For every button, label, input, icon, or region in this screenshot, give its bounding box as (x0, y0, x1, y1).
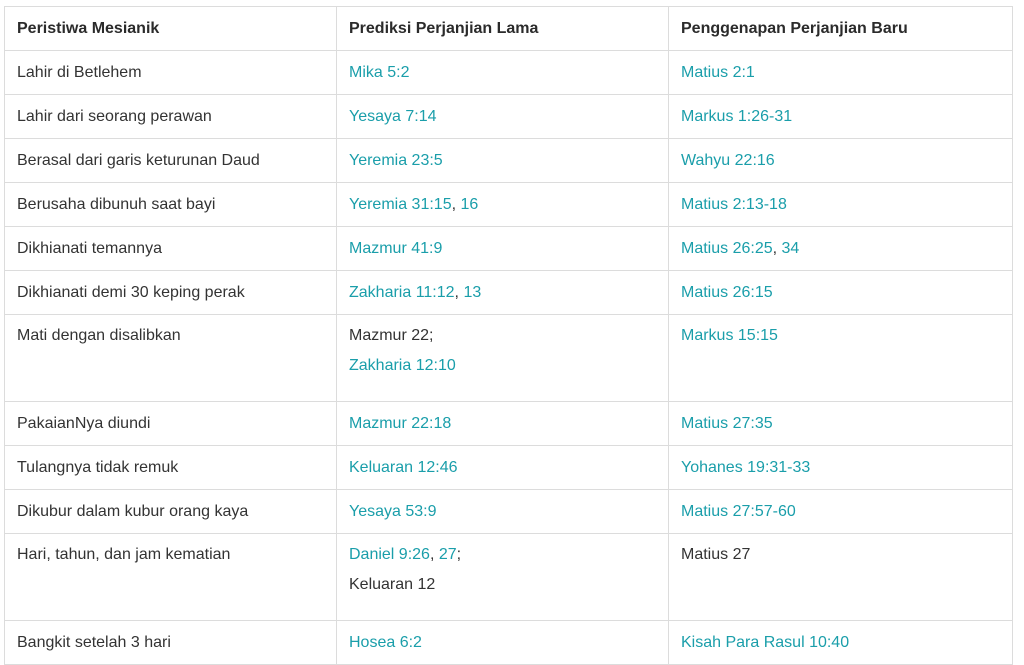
old-testament-cell (337, 51, 669, 95)
scripture-link[interactable]: Mazmur 22:18 (349, 414, 452, 432)
new-testament-cell (669, 51, 1013, 95)
old-testament-cell (337, 446, 669, 490)
new-testament-cell (669, 315, 1013, 402)
scripture-link[interactable]: Yeremia 23:5 (349, 151, 443, 169)
scripture-link[interactable]: 27 (438, 546, 457, 563)
scripture-link[interactable]: 16 (460, 195, 479, 213)
new-testament-cell (669, 227, 1013, 271)
event-cell: Berusaha dibunuh saat bayi (5, 183, 337, 227)
table-row (5, 51, 1013, 95)
old-testament-cell (337, 95, 669, 139)
event-cell: Dikhianati temannya (5, 227, 337, 271)
table-row (5, 621, 1013, 665)
reference-line (349, 321, 656, 351)
scripture-link[interactable]: 13 (463, 283, 482, 301)
new-testament-cell (669, 446, 1013, 490)
old-testament-cell (337, 183, 669, 227)
header-new-testament: Penggenapan Perjanjian Baru (669, 7, 1013, 51)
old-testament-cell (337, 227, 669, 271)
event-cell: Dikhianati demi 30 keping perak (5, 271, 337, 315)
event-cell: Tulangnya tidak remuk (5, 446, 337, 490)
scripture-reference: Keluaran 12 (349, 576, 436, 593)
prophecy-table (4, 6, 1013, 665)
old-testament-cell (337, 621, 669, 665)
event-cell: PakaianNya diundi (5, 402, 337, 446)
separator: , (454, 283, 464, 301)
separator: , (429, 546, 439, 563)
table-row (5, 446, 1013, 490)
reference-line (349, 540, 656, 570)
old-testament-cell (337, 315, 669, 402)
table-row (5, 271, 1013, 315)
separator: , (772, 239, 782, 257)
new-testament-cell (669, 621, 1013, 665)
table-row (5, 402, 1013, 446)
table-body (5, 51, 1013, 665)
scripture-link[interactable]: Zakharia 11:12 (349, 283, 455, 301)
old-testament-cell (337, 139, 669, 183)
table-header-row (5, 7, 1013, 51)
scripture-link[interactable]: Zakharia 12:10 (349, 357, 456, 374)
table-row (5, 183, 1013, 227)
table-row (5, 95, 1013, 139)
new-testament-cell (669, 402, 1013, 446)
event-cell: Lahir di Betlehem (5, 51, 337, 95)
scripture-reference: Mazmur 22; (349, 327, 434, 344)
scripture-reference: Matius 27 (681, 546, 751, 563)
event-cell: Bangkit setelah 3 hari (5, 621, 337, 665)
old-testament-cell (337, 490, 669, 534)
scripture-link[interactable]: Daniel 9:26 (349, 546, 430, 563)
table-row (5, 227, 1013, 271)
scripture-link[interactable]: Markus 15:15 (681, 327, 778, 344)
new-testament-cell (669, 271, 1013, 315)
scripture-link[interactable]: Mazmur 41:9 (349, 239, 443, 257)
scripture-link[interactable]: Markus 1:26-31 (681, 107, 793, 125)
table-row (5, 534, 1013, 621)
scripture-link[interactable]: Hosea 6:2 (349, 633, 422, 651)
event-cell: Lahir dari seorang perawan (5, 95, 337, 139)
scripture-link[interactable]: Matius 2:13-18 (681, 195, 787, 213)
old-testament-cell (337, 402, 669, 446)
new-testament-cell (669, 183, 1013, 227)
scripture-link[interactable]: Yesaya 53:9 (349, 502, 437, 520)
scripture-link[interactable]: Keluaran 12:46 (349, 458, 458, 476)
new-testament-cell (669, 534, 1013, 621)
scripture-link[interactable]: Yesaya 7:14 (349, 107, 437, 125)
scripture-link[interactable]: Matius 26:15 (681, 283, 773, 301)
event-cell: Dikubur dalam kubur orang kaya (5, 490, 337, 534)
new-testament-cell (669, 490, 1013, 534)
scripture-link[interactable]: Wahyu 22:16 (681, 151, 775, 169)
header-old-testament: Prediksi Perjanjian Lama (337, 7, 669, 51)
table-row (5, 139, 1013, 183)
scripture-link[interactable]: Kisah Para Rasul 10:40 (681, 633, 850, 651)
event-cell: Hari, tahun, dan jam kematian (5, 534, 337, 621)
scripture-link[interactable]: Matius 27:57-60 (681, 502, 796, 520)
table-row (5, 490, 1013, 534)
old-testament-cell (337, 534, 669, 621)
new-testament-cell (669, 139, 1013, 183)
event-cell: Mati dengan disalibkan (5, 315, 337, 402)
scripture-link[interactable]: Matius 27:35 (681, 414, 773, 432)
new-testament-cell (669, 95, 1013, 139)
separator: , (451, 195, 461, 213)
scripture-link[interactable]: 34 (781, 239, 800, 257)
scripture-link[interactable]: Yohanes 19:31-33 (681, 458, 811, 476)
table-row (5, 315, 1013, 402)
event-cell: Berasal dari garis keturunan Daud (5, 139, 337, 183)
old-testament-cell (337, 271, 669, 315)
scripture-link[interactable]: Matius 26:25 (681, 239, 773, 257)
scripture-link[interactable]: Yeremia 31:15 (349, 195, 452, 213)
separator: ; (456, 546, 462, 563)
header-event: Peristiwa Mesianik (5, 7, 337, 51)
reference-line (349, 570, 656, 600)
scripture-link[interactable]: Matius 2:1 (681, 63, 755, 81)
prophecy-table-container (4, 6, 1013, 665)
reference-line (349, 351, 656, 381)
scripture-link[interactable]: Mika 5:2 (349, 63, 410, 81)
